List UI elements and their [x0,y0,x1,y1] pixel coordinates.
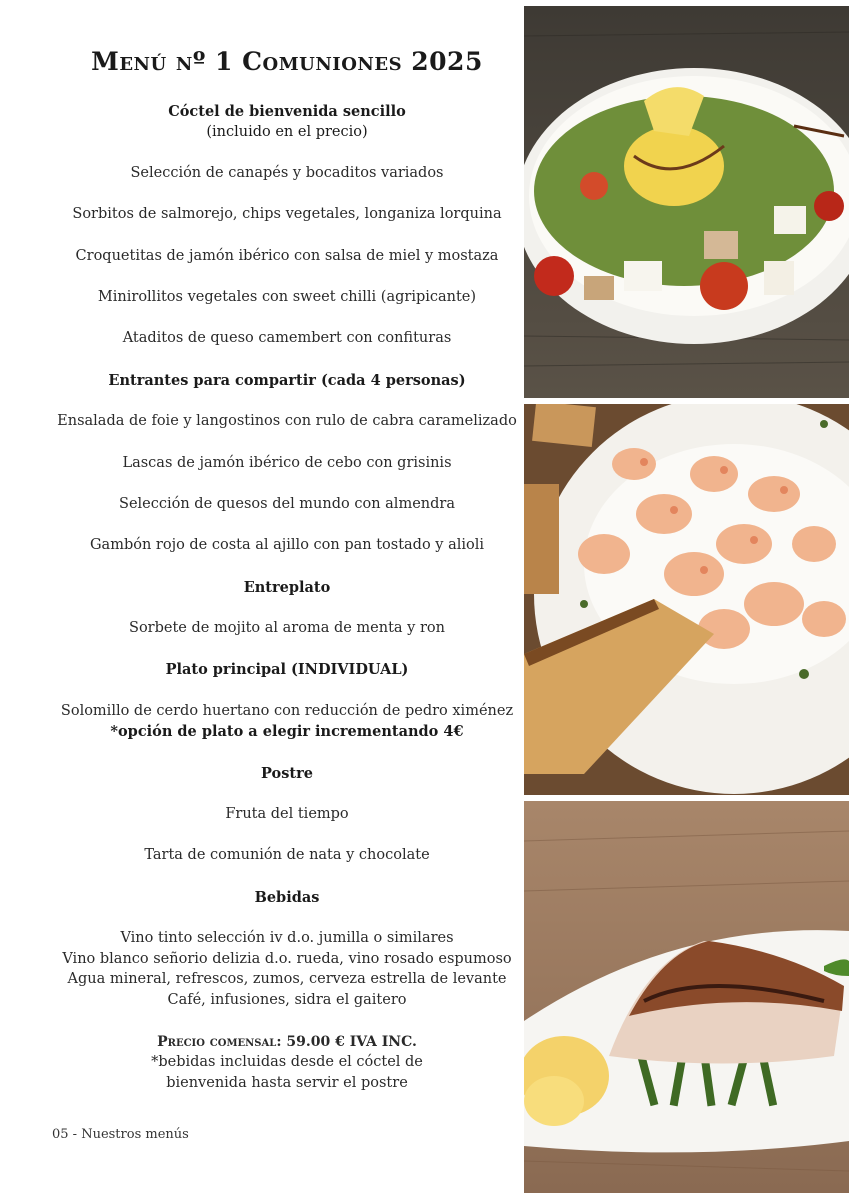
menu-item: Selección de quesos del mundo con almendra [119,496,455,512]
entreplato-heading: Entreplato [243,579,331,596]
main-note: *opción de plato a elegir incrementando 4€ [110,723,464,740]
menu-item: Croquetitas de jamón ibérico con salsa de miel y mostaza [75,248,499,264]
menu-item: Agua mineral, refrescos, zumos, cerveza estrella de levante [67,971,507,987]
starters-heading: Entrantes para compartir (cada 4 personas) [108,372,466,389]
salad-photo [524,6,849,398]
price-note: bienvenida hasta servir el postre [166,1075,408,1091]
menu-item: Café, infusiones, sidra el gaitero [167,992,407,1008]
menu-item: Vino blanco señorio delizia d.o. rueda, vino rosado espumoso [62,951,512,967]
dessert-heading: Postre [261,765,313,782]
menu-item: Selección de canapés y bocaditos variados [130,165,444,181]
drinks-heading: Bebidas [254,889,320,906]
menu-item: Sorbitos de salmorejo, chips vegetales, longaniza lorquina [72,206,502,222]
menu-item: Minirollitos vegetales con sweet chilli (agripicante) [97,289,477,305]
menu-item: Gambón rojo de costa al ajillo con pan tostado y alioli [89,537,485,553]
main-heading: Plato principal (INDIVIDUAL) [165,661,409,678]
menu-item: Fruta del tiempo [225,806,349,822]
pork-tenderloin-photo [524,801,849,1193]
menu-item: Vino tinto selección iv d.o. jumilla o similares [120,930,454,946]
page-footer: 05 - Nuestros menús [52,1127,189,1142]
price: Precio comensal: 59.00 € IVA INC. [157,1034,417,1050]
menu-item: Sorbete de mojito al aroma de menta y ron [129,620,445,636]
menu-item: Lascas de jamón ibérico de cebo con grisinis [122,455,452,471]
menu-item: Solomillo de cerdo huertano con reducción de pedro ximénez [60,703,514,719]
menu-item: Tarta de comunión de nata y chocolate [144,847,430,863]
welcome-subheading: (incluido en el precio) [206,124,368,140]
prawns-photo [524,404,849,795]
price-note: *bebidas incluidas desde el cóctel de [151,1054,423,1070]
welcome-heading: Cóctel de bienvenida sencillo [168,103,406,120]
menu-item: Ataditos de queso camembert con confituras [122,330,452,346]
menu-title: Menú nº 1 Comuniones 2025 [91,47,483,76]
menu-item: Ensalada de foie y langostinos con rulo de cabra caramelizado [57,413,517,429]
